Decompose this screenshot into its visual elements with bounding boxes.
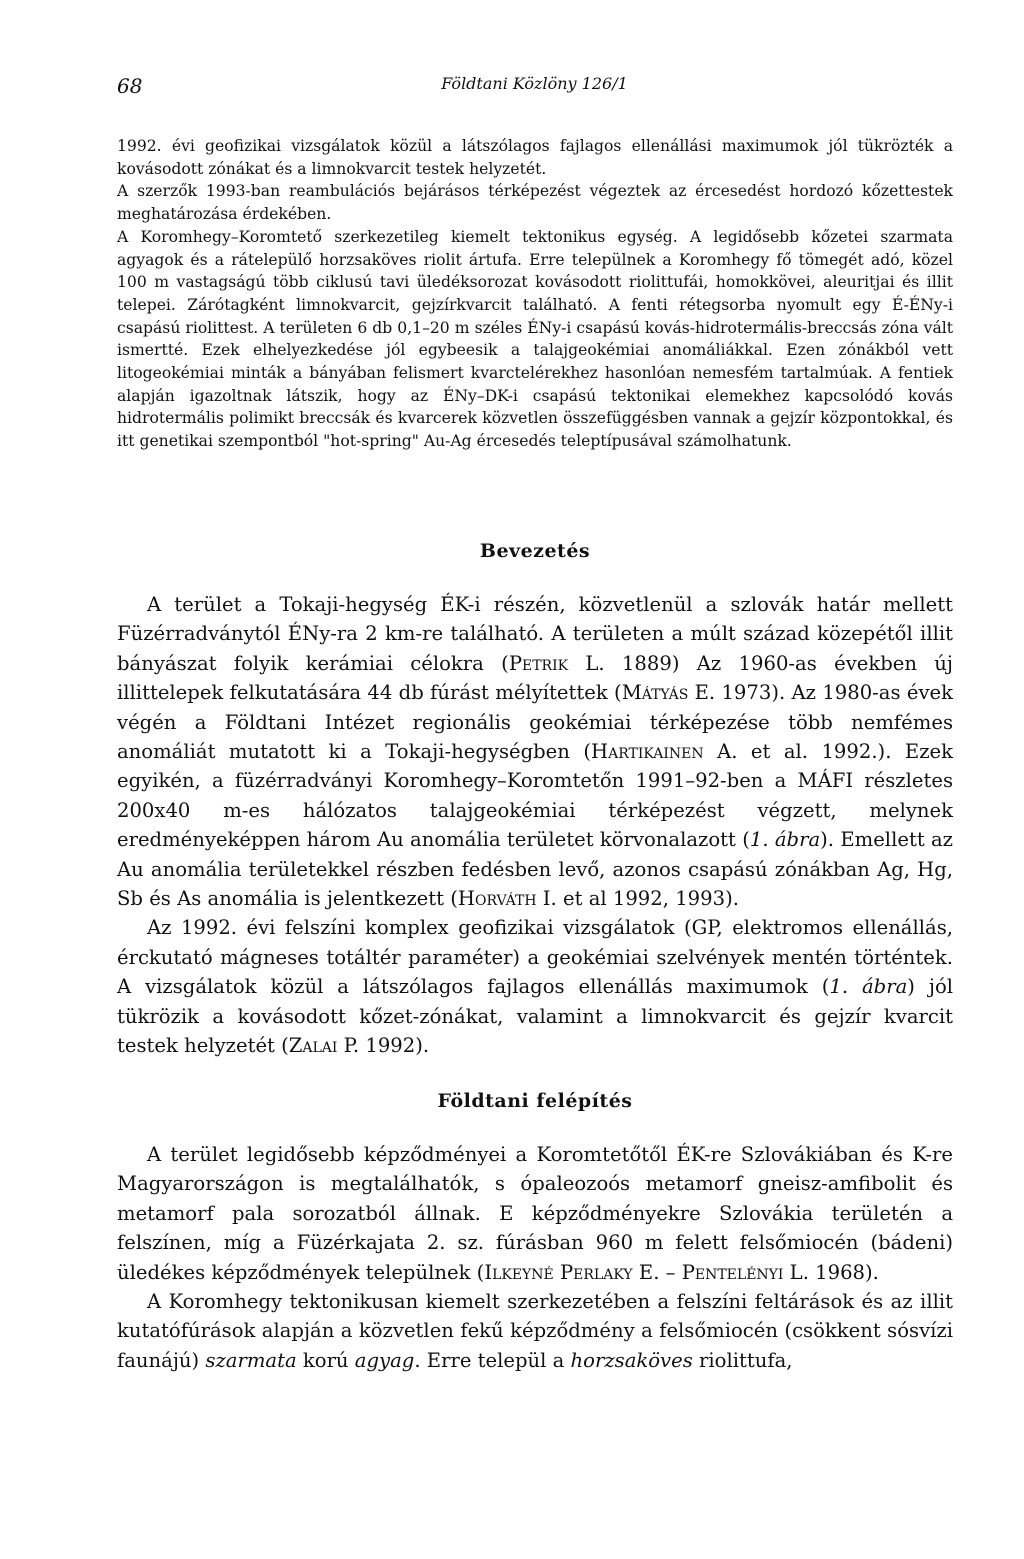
section-heading-foldtani-felepites: Földtani felépítés bbox=[437, 1090, 633, 1112]
body-paragraph: A Koromhegy tektonikusan kiemelt szerkezetében a felszíni feltárások és az illit kutatófúrások alapján a közvetlen fekű képződmény a felsőmiocén (csökkent sósvízi faunájú) szarmata korú agyag. Erre települ a horzsaköves riolittufa, bbox=[117, 1290, 953, 1372]
section-heading-bevezetes: Bevezetés bbox=[479, 540, 591, 562]
figure-reference: 1. ábra bbox=[749, 828, 821, 852]
section-body-bevezetes bbox=[117, 590, 953, 1061]
author-name: Petrik bbox=[508, 651, 569, 675]
abstract-paragraph: A szerzők 1993-ban reambulációs bejárásos térképezést végeztek az ércesedést hordozó kőzettestek meghatározása érdekében. bbox=[117, 182, 953, 224]
body-paragraph: Az 1992. évi felszíni komplex geofizikai vizsgálatok (GP, elektromos ellenállás, érckutató mágneses totáltér paraméter) a geokémiai szelvények mentén történtek. A vizsgálatok közül a látszólagos fajlagos ellenállás maximumok (1. ábra) jól tükrözik a kovásodott kőzet-zónákat, valamint a limnokvarcit és gejzír kvarcit testek helyzetét (Zalai P. 1992). bbox=[117, 916, 954, 1058]
author-name: Horváth bbox=[457, 887, 537, 911]
journal-title: Földtani Közlöny 126/1 bbox=[441, 74, 628, 93]
section-body-foldtani-felepites bbox=[117, 1140, 953, 1375]
author-name: Pentelényi bbox=[681, 1260, 784, 1284]
page-number: 68 bbox=[117, 74, 143, 98]
abstract-paragraph: A Koromhegy–Koromtető szerkezetileg kiemelt tektonikus egység. A legidősebb kőzetei szarmata agyagok és a rátelepülő horzsaköves riolit ártufa. Erre települnek a Koromhegy fő tömegét adó, közel 100 m vastagságú több ciklusú tavi üledéksorozat kovásodott riolittufái, homokkövei, aleuritjai és illit telepei. Zárótagként limnokvarcit, gejzírkvarcit található. A fenti rétegsorba nyomult egy É-ÉNy-i csapású riolittest. A területen 6 db 0,1–20 m széles ÉNy-i csapású kovás-hidrotermális-breccsás zóna vált ismertté. Ezek elhelyezkedése jól egybeesik a talajgeokémiai anomáliákkal. Ezen zónákból vett litogeokémiai minták a bányában felismert kvarctelérekhez hasonlóan nemesfém tartalmúak. A fentiek alapján igazoltnak látszik, hogy az ÉNy–DK-i csapású tektonikai elemekhez kapcsolódó kovás hidrotermális polimikt breccsák és kvarcerek közvetlen összefüggésben vannak a gejzír központokkal, és itt genetikai szempontból "hot-spring" Au-Ag ércesedés teleptípusával számolhatunk. bbox=[117, 227, 953, 451]
author-name: Mátyás bbox=[621, 681, 689, 705]
abstract-paragraph: 1992. évi geofizikai vizsgálatok közül a látszólagos fajlagos ellenállási maximumok jól tükrözték a kovásodott zónákat és a limnokvarcit testek helyzetét. bbox=[117, 137, 953, 178]
figure-reference: 1. ábra bbox=[829, 975, 908, 999]
author-name: Ilkeyné Perlaky bbox=[484, 1260, 633, 1284]
author-name: Zalai bbox=[288, 1034, 338, 1058]
body-paragraph: A terület legidősebb képződményei a Koromtetőtől ÉK-re Szlovákiában és K-re Magyarországon is megtalálhatók, s ópaleozoós metamorf gneisz-amfibolit és metamorf pala sorozatból állnak. E képződményekre Szlovákia területén a felszínen, míg a Füzérkajata 2. sz. fúrásban 960 m felett felsőmiocén (bádeni) üledékes képződmények települnek (Ilkeyné Perlaky E. – Pentelényi L. 1968). bbox=[117, 1143, 953, 1284]
italic-term: szarmata bbox=[205, 1348, 297, 1372]
italic-term: horzsaköves bbox=[570, 1348, 693, 1372]
abstract-block bbox=[117, 135, 953, 453]
author-name: Hartikainen bbox=[591, 740, 704, 764]
italic-term: agyag bbox=[354, 1348, 415, 1372]
body-paragraph: A terület a Tokaji-hegység ÉK-i részén, közvetlenül a szlovák határ mellett Füzérradványtól ÉNy-ra 2 km-re található. A területen a múlt század közepétől illit bányászat folyik kerámiai célokra (Petrik L. 1889) Az 1960-as években új illittelepek felkutatására 44 db fúrást mélyítettek (Mátyás E. 1973). Az 1980-as évek végén a Földtani Intézet regionális geokémiai térképezése több nemfémes anomáliát mutatott ki a Tokaji-hegységben (Hartikainen A. et al. 1992.). Ezek egyikén, a füzérradványi Koromhegy–Koromtetőn 1991–92-ben a MÁFI részletes 200x40 m-es hálózatos talajgeokémiai térképezést végzett, melynek eredményeképpen három Au anomália területet körvonalazott (1. ábra). Emellett az Au anomália területekkel részben fedésben levő, azonos csapású zónákban Ag, Hg, Sb és As anomália is jelentkezett (Horváth I. et al 1992, 1993). bbox=[117, 593, 953, 911]
page-header bbox=[117, 74, 952, 102]
